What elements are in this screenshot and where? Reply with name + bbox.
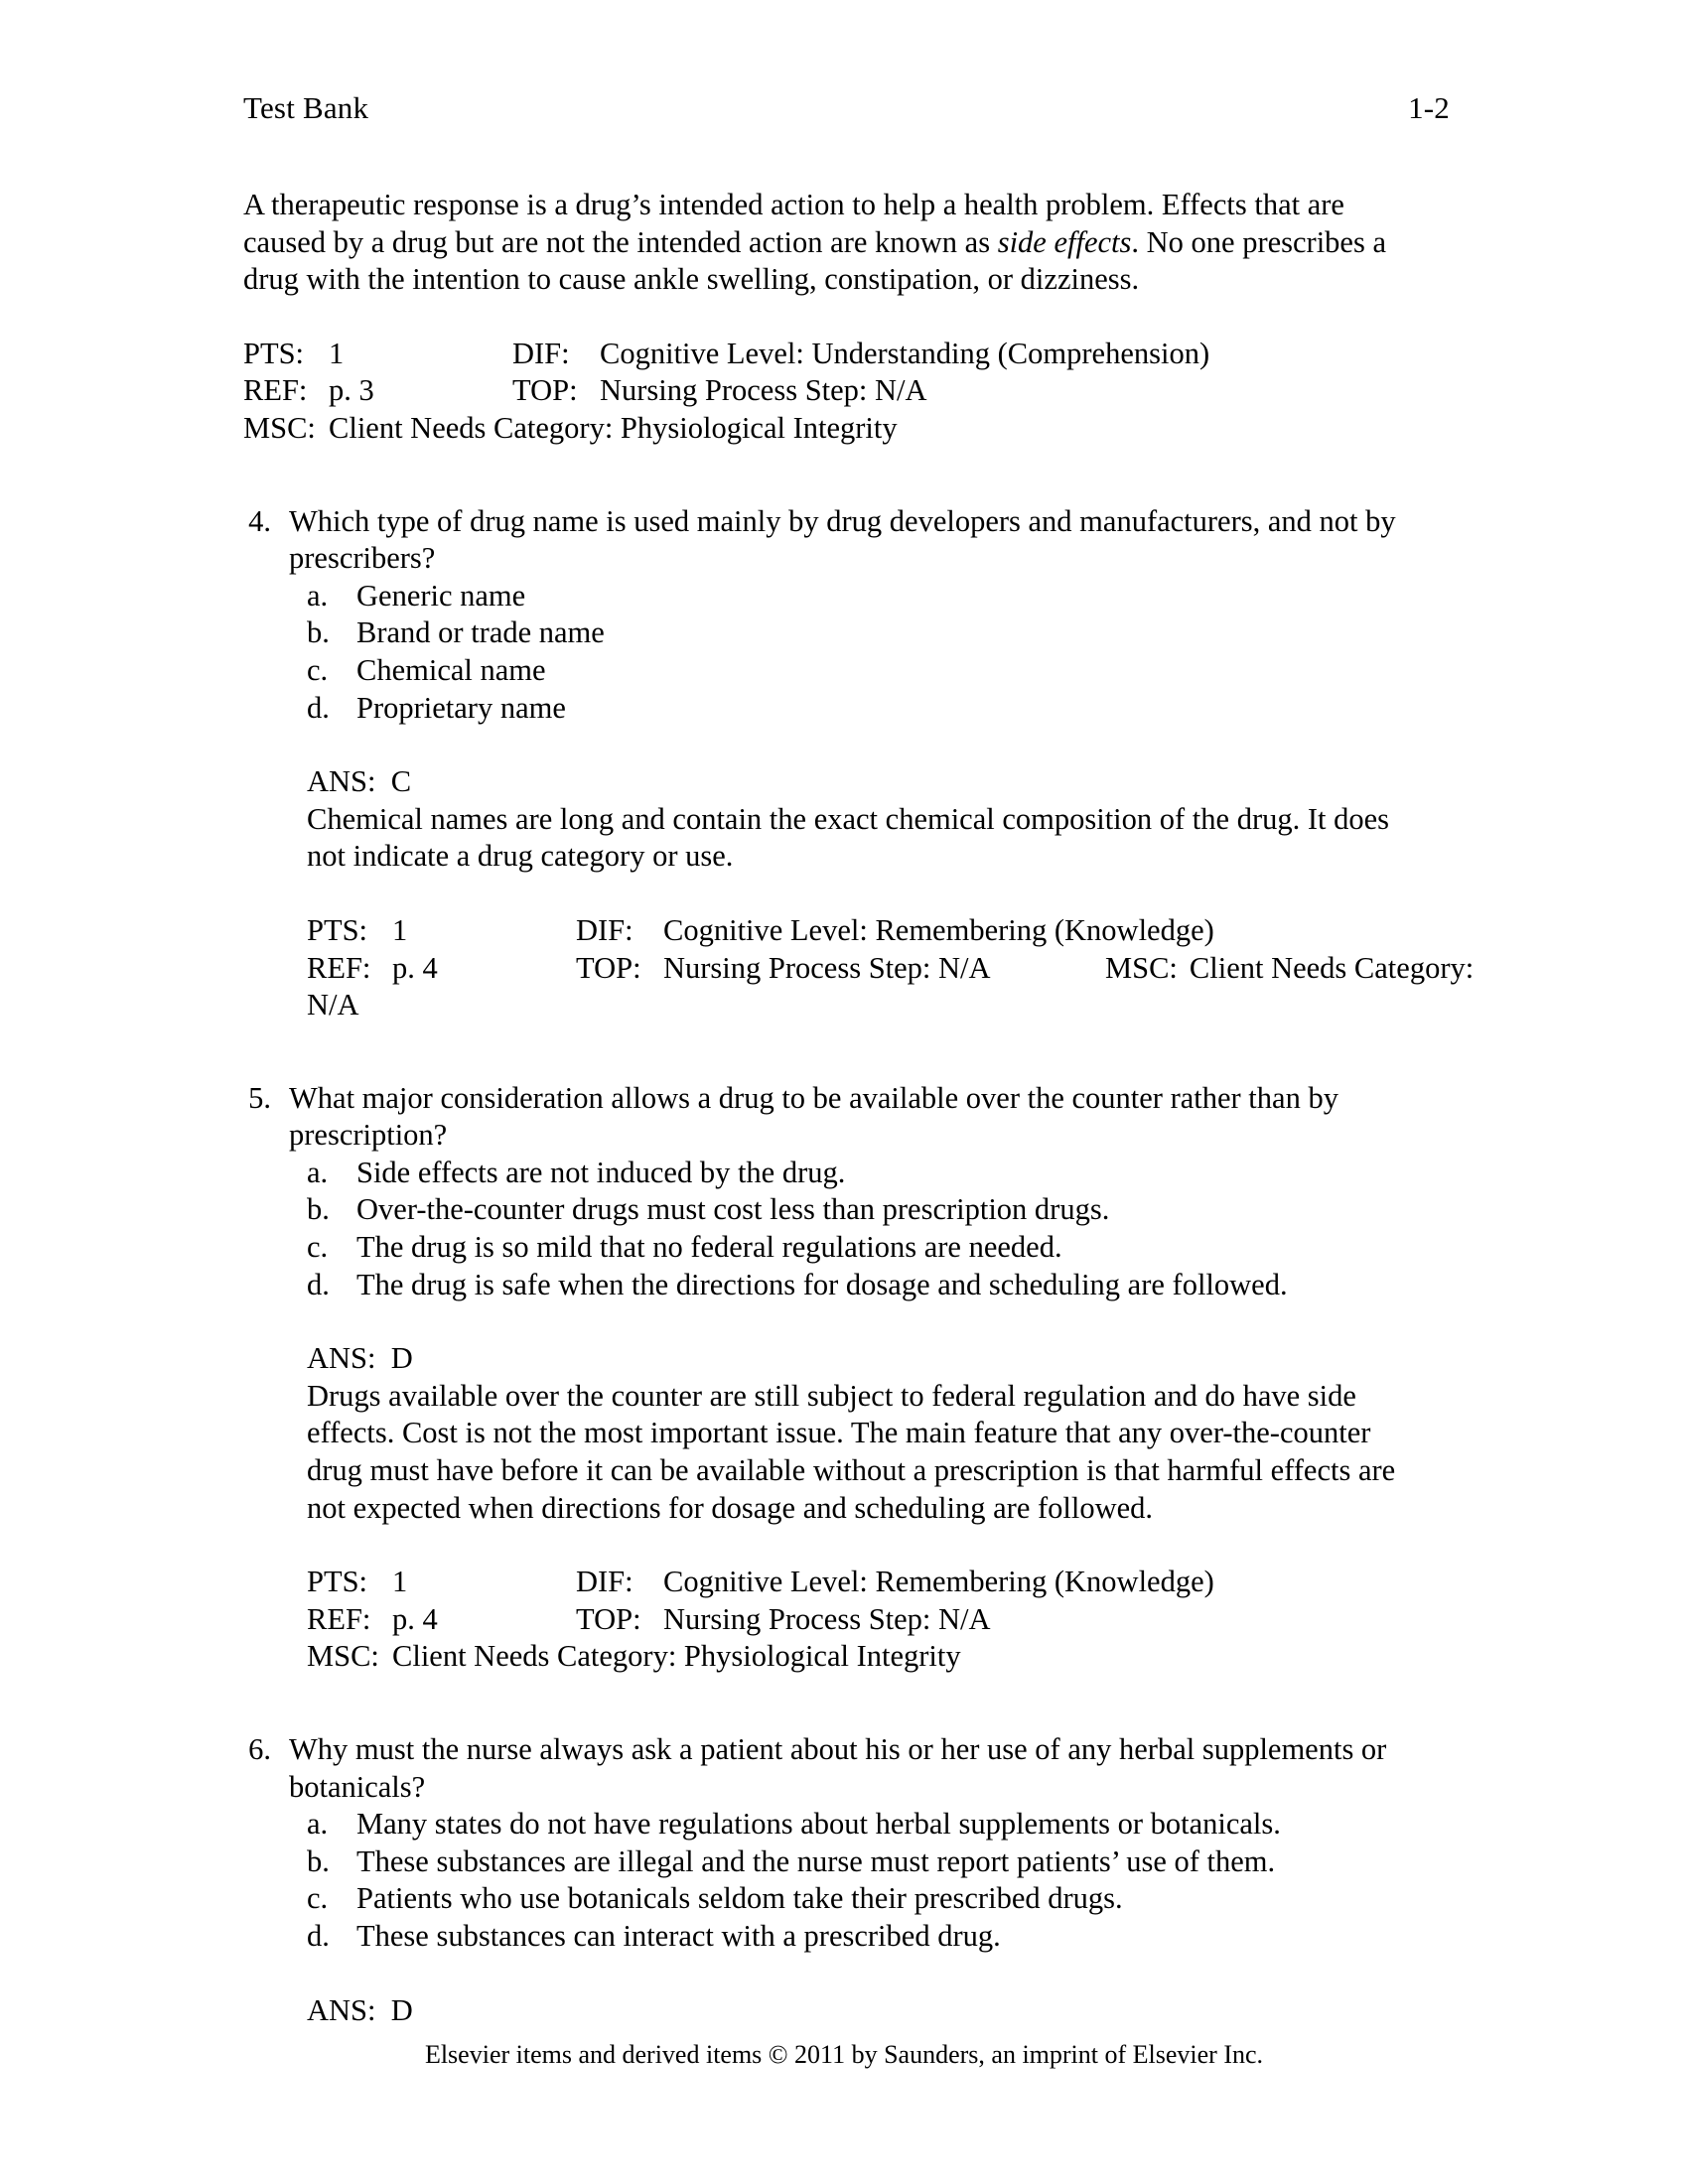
answer-line <box>307 1992 1425 2030</box>
intro-rationale-paragraph <box>243 187 1425 299</box>
option-text: Side effects are not induced by the drug. <box>356 1155 846 1189</box>
option-d[interactable] <box>307 1918 1425 1956</box>
dif-value: Cognitive Level: Remembering (Knowledge) <box>663 912 1214 947</box>
running-head <box>243 89 1450 126</box>
top-label: TOP: <box>576 1601 641 1636</box>
answer-value: D <box>390 1341 413 1376</box>
metadata-row-pts <box>243 336 1425 373</box>
option-text: Generic name <box>356 578 526 613</box>
question-options <box>307 578 1425 727</box>
msc-value: Client Needs Category: Physiological Integrity <box>392 1639 961 1674</box>
option-a[interactable] <box>307 1155 1425 1192</box>
question-number: 6. <box>248 1732 271 1766</box>
answer-value: C <box>390 764 412 799</box>
option-letter: b. <box>307 1192 330 1227</box>
msc-label: MSC: <box>307 1639 379 1674</box>
option-text: Proprietary name <box>356 690 566 725</box>
question-heading <box>243 1080 1425 1155</box>
answer-label: ANS: <box>307 1341 376 1376</box>
dif-value: Cognitive Level: Understanding (Comprehension) <box>600 336 1210 370</box>
ref-value: p. 4 <box>392 950 438 985</box>
option-letter: a. <box>307 1807 329 1842</box>
question-heading <box>243 1731 1425 1806</box>
option-b[interactable] <box>307 1843 1425 1881</box>
answer-block <box>307 763 1425 876</box>
question-metadata-block <box>307 912 1475 1024</box>
option-a[interactable] <box>307 578 1425 615</box>
metadata-row-msc <box>307 1638 1425 1676</box>
option-letter: b. <box>307 1843 330 1878</box>
msc-label: MSC: <box>1105 950 1178 985</box>
option-letter: c. <box>307 652 329 687</box>
copyright-text: Elsevier items and derived items © 2011 by Saunders, an imprint of Elsevier Inc. <box>424 2040 1264 2070</box>
running-head-title: Test Bank <box>243 90 369 125</box>
dif-value: Cognitive Level: Remembering (Knowledge) <box>663 1565 1214 1599</box>
metadata-row-pts <box>307 1564 1425 1601</box>
pts-label: PTS: <box>243 336 305 370</box>
option-letter: b. <box>307 615 330 650</box>
question-heading <box>243 503 1425 578</box>
option-text: Many states do not have regulations about herbal supplements or botanicals. <box>356 1807 1281 1842</box>
option-letter: d. <box>307 1918 330 1953</box>
option-letter: c. <box>307 1881 329 1916</box>
running-head-page-number: 1-2 <box>1408 90 1450 125</box>
option-text: Brand or trade name <box>356 615 605 650</box>
msc-value: Client Needs Category: <box>1189 950 1475 985</box>
option-letter: d. <box>307 1267 330 1301</box>
intro-rationale-part1: A therapeutic response is a drug’s intended action to help a health problem. Effects that are caused by a drug but are not the intended action are known as <box>243 188 1344 259</box>
question-number: 4. <box>248 503 271 538</box>
answer-block <box>307 1992 1425 2030</box>
msc-label: MSC: <box>243 410 316 445</box>
question-stem: What major consideration allows a drug to be available over the counter rather than by prescription? <box>289 1080 1338 1153</box>
ref-value: p. 4 <box>392 1601 438 1636</box>
answer-block <box>307 1340 1425 1527</box>
top-value: Nursing Process Step: N/A <box>663 950 991 985</box>
dif-label: DIF: <box>512 336 570 370</box>
dif-label: DIF: <box>576 912 633 947</box>
intro-rationale-emphasis: side effects <box>997 224 1132 259</box>
top-value: Nursing Process Step: N/A <box>600 373 927 408</box>
answer-line <box>307 763 1425 801</box>
page-footer <box>0 2038 1688 2072</box>
top-label: TOP: <box>512 373 578 408</box>
option-b[interactable] <box>307 614 1425 652</box>
option-text: The drug is so mild that no federal regulations are needed. <box>356 1230 1062 1265</box>
option-c[interactable] <box>307 652 1425 690</box>
msc-value: Client Needs Category: Physiological Integrity <box>329 410 898 445</box>
option-c[interactable] <box>307 1229 1425 1267</box>
answer-label: ANS: <box>307 1992 376 2027</box>
option-text: These substances can interact with a prescribed drug. <box>356 1918 1001 1953</box>
pts-value: 1 <box>392 1565 408 1599</box>
answer-rationale: Drugs available over the counter are still subject to federal regulation and do have side effects. Cost is not the most important issue. The main feature that any over-the-counter drug must have before it can be available without a prescription is that harmful effects are not expected when directions for dosage and scheduling are followed. <box>307 1378 1396 1525</box>
msc-value-continuation: N/A <box>307 988 359 1023</box>
answer-label: ANS: <box>307 764 376 799</box>
question-item <box>243 1731 1425 2029</box>
question-options <box>307 1155 1425 1303</box>
option-a[interactable] <box>307 1806 1425 1843</box>
question-item <box>243 1080 1425 1676</box>
metadata-row-pts <box>307 912 1425 950</box>
ref-value: p. 3 <box>329 373 374 408</box>
answer-value: D <box>390 1992 413 2027</box>
option-letter: a. <box>307 1155 329 1189</box>
question-stem: Why must the nurse always ask a patient about his or her use of any herbal supplements or botanicals? <box>289 1732 1387 1804</box>
metadata-row-ref <box>307 950 1475 988</box>
ref-label: REF: <box>243 373 308 408</box>
metadata-row-ref <box>243 372 1425 410</box>
document-body <box>243 187 1475 2029</box>
ref-label: REF: <box>307 1601 371 1636</box>
option-letter: d. <box>307 690 330 725</box>
intro-metadata-block <box>243 336 1425 448</box>
answer-rationale: Chemical names are long and contain the exact chemical composition of the drug. It does not indicate a drug category or use. <box>307 801 1390 874</box>
pts-label: PTS: <box>307 1565 368 1599</box>
metadata-row-msc <box>243 410 1425 448</box>
metadata-row-ref <box>307 1601 1425 1639</box>
option-text: Patients who use botanicals seldom take their prescribed drugs. <box>356 1881 1123 1916</box>
option-d[interactable] <box>307 690 1425 728</box>
dif-label: DIF: <box>576 1565 633 1599</box>
option-b[interactable] <box>307 1191 1425 1229</box>
option-text: Over-the-counter drugs must cost less than prescription drugs. <box>356 1192 1110 1227</box>
question-metadata-block <box>307 1564 1425 1676</box>
option-c[interactable] <box>307 1880 1425 1918</box>
pts-label: PTS: <box>307 912 368 947</box>
pts-value: 1 <box>392 912 408 947</box>
top-value: Nursing Process Step: N/A <box>663 1601 991 1636</box>
question-number: 5. <box>248 1080 271 1115</box>
question-options <box>307 1806 1425 1955</box>
option-d[interactable] <box>307 1267 1425 1304</box>
top-label: TOP: <box>576 950 641 985</box>
option-letter: c. <box>307 1230 329 1265</box>
option-text: These substances are illegal and the nurse must report patients’ use of them. <box>356 1843 1276 1878</box>
ref-label: REF: <box>307 950 371 985</box>
question-item <box>243 503 1475 1024</box>
option-text: The drug is safe when the directions for dosage and scheduling are followed. <box>356 1267 1288 1301</box>
option-letter: a. <box>307 578 329 613</box>
option-text: Chemical name <box>356 652 546 687</box>
answer-line <box>307 1340 1425 1378</box>
intro-rationale-part2: . No one prescribes a drug with the intention to cause ankle swelling, constipation, or dizziness. <box>243 224 1386 297</box>
question-stem: Which type of drug name is used mainly by drug developers and manufacturers, and not by prescribers? <box>289 503 1396 576</box>
pts-value: 1 <box>329 336 345 370</box>
